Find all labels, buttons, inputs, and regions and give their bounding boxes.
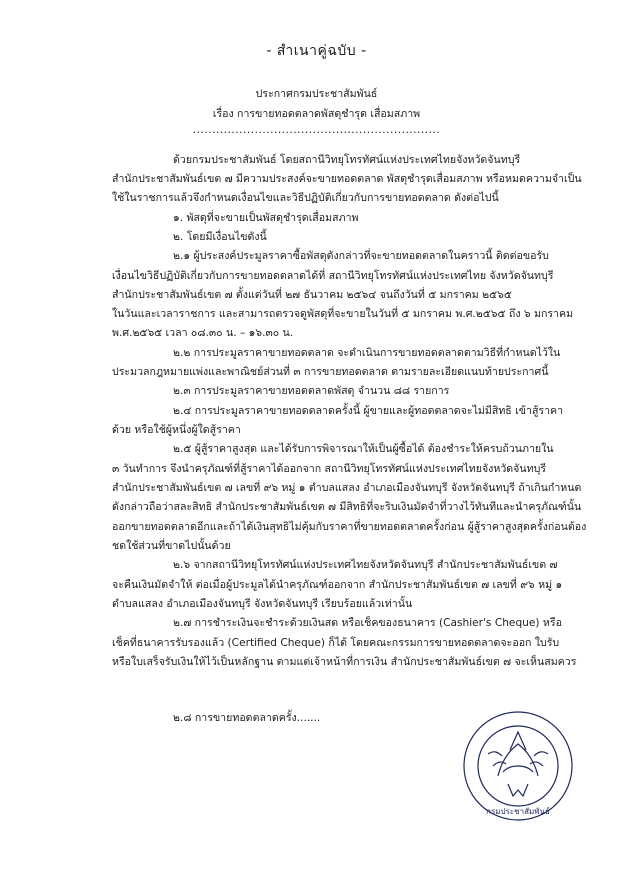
seal-caption: กรมประชาสัมพันธ์ xyxy=(486,807,550,816)
copy-title: - สำเนาคู่ฉบับ - xyxy=(266,43,367,59)
body-line: ดังกล่าวถือว่าสละสิทธิ สำนักประชาสัมพันธ์เขต ๗ มีสิทธิที่จะริบเงินมัดจำที่วางไว้ทันทีและนำครุภัณฑ์นั้น xyxy=(112,501,582,513)
body-line: จะคืนเงินมัดจำให้ ต่อเมื่อผู้ประมูลได้นำครุภัณฑ์ออกจาก สำนักประชาสัมพันธ์เขต ๗ เลขที่ ๙๖ หมู่ ๑ xyxy=(112,579,563,591)
body-line: ๒. โดยมีเงื่อนไขดังนี้ xyxy=(173,231,267,243)
announcement-subject: เรื่อง การขายทอดตลาดพัสดุชำรุด เสื่อมสภาพ xyxy=(212,108,421,120)
body-line: สำนักประชาสัมพันธ์เขต ๗ ตั้งแต่วันที่ ๒๗ ธันวาคม ๒๕๖๔ จนถึงวันที่ ๕ มกราคม ๒๕๖๕ xyxy=(112,289,512,301)
divider-dots: ................................................................ xyxy=(192,124,441,136)
body-line: ประมวลกฎหมายแพ่งและพาณิชย์ส่วนที่ ๓ การขายทอดตลาด ตามรายละเอียดแนบท้ายประกาศนี้ xyxy=(112,366,549,378)
body-line: เงื่อนไขวิธีปฏิบัติเกี่ยวกับการขายทอดตลาดได้ที่ สถานีวิทยุโทรทัศน์แห่งประเทศไทย จังหวัดจันทบุรี xyxy=(112,270,554,282)
body-line: ในวันและเวลาราชการ และสามารถตรวจดูพัสดุที่จะขายในวันที่ ๕ มกราคม พ.ศ.๒๕๖๕ ถึง ๖ มกราคม xyxy=(112,308,574,320)
body-line: ด้วยกรมประชาสัมพันธ์ โดยสถานีวิทยุโทรทัศน์แห่งประเทศไทยจังหวัดจันทบุรี xyxy=(173,154,521,166)
body-line: ๒.๖ จากสถานีวิทยุโทรทัศน์แห่งประเทศไทยจังหวัดจันทบุรี สำนักประชาสัมพันธ์เขต ๗ xyxy=(173,559,558,571)
body-line: ชดใช้ส่วนที่ขาดไปนั้นด้วย xyxy=(112,540,231,552)
body-line: ด้วย หรือใช้ผู้หนึ่งผู้ใดสู้ราคา xyxy=(112,424,241,436)
body-line: ๒.๕ ผู้สู้ราคาสูงสุด และได้รับการพิจารณาให้เป็นผู้ซื้อได้ ต้องชำระให้ครบถ้วนภายใน xyxy=(173,443,554,455)
body-line: เช็คที่ธนาคารรับรองแล้ว (Certified Cheque) ก็ได้ โดยคณะกรรมการขายทอดตลาดจะออก ใบรับ xyxy=(112,637,560,649)
announcement-heading: ประกาศกรมประชาสัมพันธ์ xyxy=(255,88,378,100)
body-line: พ.ศ.๒๕๖๕ เวลา ๐๘.๓๐ น. – ๑๖.๓๐ น. xyxy=(112,327,294,339)
body-line: ๒.๔ การประมูลราคาขายทอดตลาดครั้งนี้ ผู้ขายและผู้ทอดตลาดจะไม่มีสิทธิ เข้าสู้ราคา xyxy=(173,405,564,417)
body-line: ออกขายทอดตลาดอีกและถ้าได้เงินสุทธิไม่คุ้มกับราคาที่ขายทอดตลาดครั้งก่อน ผู้สู้ราคาสูงสุดครั้งก่อนต้อง xyxy=(112,521,587,533)
body-line: หรือใบเสร็จรับเงินให้ไว้เป็นหลักฐาน ตามแต่เจ้าหน้าที่การเงิน สำนักประชาสัมพันธ์เขต ๗ จะเห็นสมควร xyxy=(112,656,577,668)
body-line: ๒.๑ ผู้ประสงค์ประมูลราคาซื้อพัสดุดังกล่าวที่จะขายทอดตลาดในคราวนี้ ติดต่อขอรับ xyxy=(173,250,549,262)
body-line: ๒.๓ การประมูลราคาขายทอดตลาดพัสดุ จำนวน ๘๘ รายการ xyxy=(173,385,450,397)
body-line: ๑. พัสดุที่จะขายเป็นพัสดุชำรุดเสื่อมสภาพ xyxy=(173,212,359,224)
body-line: ใช้ในราชการแล้วจึงกำหนดเงื่อนไขและวิธีปฏิบัติเกี่ยวกับการขายทอดตลาด ดังต่อไปนี้ xyxy=(112,192,499,204)
official-seal xyxy=(458,706,580,826)
body-line: ๒.๒ การประมูลราคาขายทอดตลาด จะดำเนินการขายทอดตลาดตามวิธีที่กำหนดไว้ใน xyxy=(173,347,561,359)
body-line: สำนักประชาสัมพันธ์เขต ๗ เลขที่ ๙๖ หมู่ ๑ ตำบลแสลง อำเภอเมืองจันทบุรี จังหวัดจันทบุรี ถ้าเกินกำหนด xyxy=(112,482,582,494)
body-line: สำนักประชาสัมพันธ์เขต ๗ มีความประสงค์จะขายทอดตลาด พัสดุชำรุดเสื่อมสภาพ หรือหมดความจำเป็น xyxy=(112,173,582,185)
body-line: ๒.๘ การขายทอดตลาดครั้ง....... xyxy=(173,712,321,724)
body-line: ตำบลแสลง อำเภอเมืองจันทบุรี จังหวัดจันทบุรี เรียบร้อยแล้วเท่านั้น xyxy=(112,598,413,610)
body-line: ๓ วันทำการ จึงนำครุภัณฑ์ที่สู้ราคาได้ออกจาก สถานีวิทยุโทรทัศน์แห่งประเทศไทยจังหวัดจันทบุรี xyxy=(112,463,547,475)
body-line: ๒.๗ การชำระเงินจะชำระด้วยเงินสด หรือเช็คของธนาคาร (Cashier's Cheque) หรือ xyxy=(173,617,562,629)
